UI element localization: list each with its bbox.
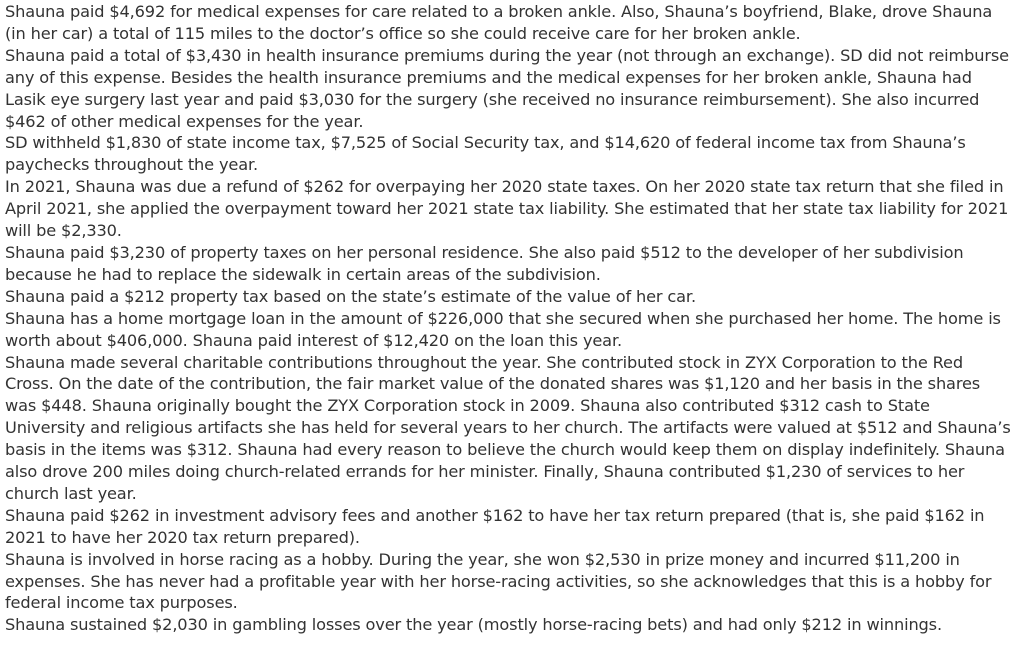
paragraph-state-refund: In 2021, Shauna was due a refund of $262 for overpaying her 2020 state taxes. On her 2020 state tax return that she filed in April 2021, she applied the overpayment toward her 2021 state tax liability. She estimated that her state tax liability for 2021 will be $2,330.: [5, 177, 1009, 241]
paragraph-car-property-tax: Shauna paid a $212 property tax based on the state’s estimate of the value of her car.: [5, 286, 696, 306]
paragraph-mortgage: Shauna has a home mortgage loan in the amount of $226,000 that she secured when she purchased her home. The home is worth about $406,000. Shauna paid interest of $12,420 on the loan this year.: [5, 308, 1001, 350]
paragraph-charitable-contributions: Shauna made several charitable contributions throughout the year. She contributed stock in ZYX Corporation to the Red Cross. On the date of the contribution, the fair market value of the donated shares was $1,120 and her basis in the shares was $448. Shauna originally bought the ZYX Corporation stock in 2009. Shauna also contributed $312 cash to State University and religious artifacts she has held for several years to her church. The artifacts were valued at $512 and Shauna’s basis in the items was $312. Shauna had every reason to believe the church would keep them on display indefinitely. Shauna also drove 200 miles doing church-related errands for her minister. Finally, Shauna contributed $1,230 of services to her church last year.: [5, 352, 1011, 503]
paragraph-health-insurance: Shauna paid a total of $3,430 in health insurance premiums during the year (not through an exchange). SD did not reimburse any of this expense. Besides the health insurance premiums and the medical expenses for her broken ankle, Shauna had Lasik eye surgery last year and paid $3,030 for the surgery (she received no insurance reimbursement). She also incurred $462 of other medical expenses for the year.: [5, 45, 1009, 131]
paragraph-horse-racing: Shauna is involved in horse racing as a hobby. During the year, she won $2,530 in prize money and incurred $11,200 in expenses. She has never had a profitable year with her horse-racing activities, so she acknowledges that this is a hobby for federal income tax purposes.: [5, 549, 992, 613]
paragraph-withholding: SD withheld $1,830 of state income tax, $7,525 of Social Security tax, and $14,620 of federal income tax from Shauna’s paychecks throughout the year.: [5, 133, 966, 175]
paragraph-medical-expenses: Shauna paid $4,692 for medical expenses for care related to a broken ankle. Also, Shauna’s boyfriend, Blake, drove Shauna (in her car) a total of 115 miles to the doctor’s office so she could receive care for her broken ankle.: [5, 2, 993, 43]
paragraph-gambling: Shauna sustained $2,030 in gambling losses over the year (mostly horse-racing bets) and had only $212 in winnings.: [5, 615, 942, 635]
paragraph-advisory-fees: Shauna paid $262 in investment advisory fees and another $162 to have her tax return prepared (that is, she paid $162 in 2021 to have her 2020 tax return prepared).: [5, 505, 985, 547]
paragraph-property-taxes: Shauna paid $3,230 of property taxes on her personal residence. She also paid $512 to the developer of her subdivision because he had to replace the sidewalk in certain areas of the subdivision.: [5, 242, 964, 284]
